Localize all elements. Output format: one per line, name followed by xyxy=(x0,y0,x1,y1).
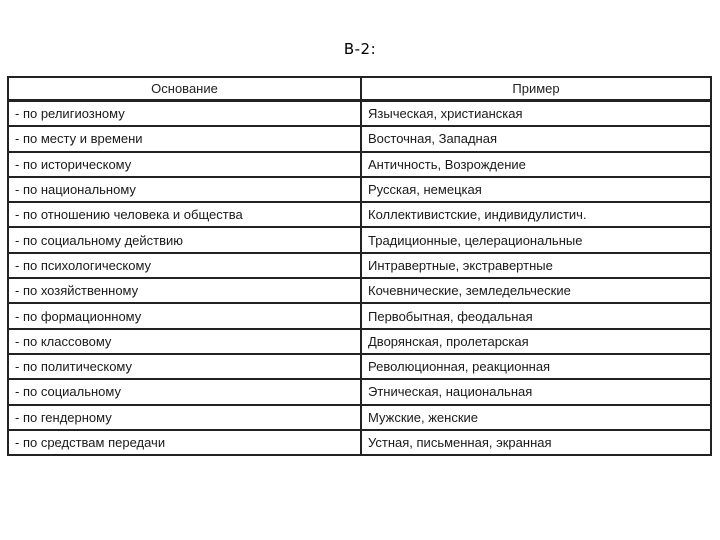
table-row xyxy=(8,202,711,227)
example-cell: Устная, письменная, экранная xyxy=(368,435,552,450)
table-row xyxy=(8,278,711,303)
basis-cell: - по политическому xyxy=(8,354,361,379)
example-cell: Языческая, христианская xyxy=(361,101,711,127)
table-row xyxy=(8,253,711,278)
table-row xyxy=(8,430,711,455)
basis-cell: - по социальному xyxy=(8,379,361,404)
example-cell: Революционная, реакционная xyxy=(361,354,711,379)
basis-cell: - по социальному действию xyxy=(8,227,361,252)
example-cell: Мужские, женские xyxy=(361,405,711,430)
basis-cell: - по религиозному xyxy=(8,101,361,127)
classification-table xyxy=(7,76,712,456)
basis-cell: - по формационному xyxy=(8,303,361,328)
example-cell: Античность, Возрождение xyxy=(361,152,711,177)
example-cell: Кочевнические, земледельческие xyxy=(361,278,711,303)
example-cell: Интравертные, экстравертные xyxy=(361,253,711,278)
table-row xyxy=(8,354,711,379)
table-row xyxy=(8,329,711,354)
basis-cell: - по историческому xyxy=(8,152,361,177)
table-row xyxy=(8,177,711,202)
basis-cell: - по отношению человека и общества xyxy=(8,202,361,227)
header-basis: Основание xyxy=(8,77,361,101)
table-row xyxy=(8,126,711,151)
table-row xyxy=(8,101,711,127)
basis-cell: - по хозяйственному xyxy=(8,278,361,303)
table-header-row xyxy=(8,77,711,101)
example-cell: Коллективистские, индивидулистич. xyxy=(361,202,711,227)
table-row xyxy=(8,227,711,252)
table-row xyxy=(8,405,711,430)
basis-cell: - по гендерному xyxy=(8,405,361,430)
basis-cell: - по классовому xyxy=(8,329,361,354)
table-row xyxy=(8,379,711,404)
example-cell: Дворянская, пролетарская xyxy=(361,329,711,354)
table-row xyxy=(8,152,711,177)
example-cell: Традиционные, целерациональные xyxy=(361,227,711,252)
basis-cell: - по психологическому xyxy=(8,253,361,278)
example-cell: Русская, немецкая xyxy=(361,177,711,202)
example-cell: Первобытная, феодальная xyxy=(361,303,711,328)
basis-cell: - по месту и времени xyxy=(8,126,361,151)
table-row xyxy=(8,303,711,328)
example-cell: Восточная, Западная xyxy=(361,126,711,151)
slide-title: В-2: xyxy=(343,40,377,58)
example-cell: Этническая, национальная xyxy=(361,379,711,404)
header-example: Пример xyxy=(361,77,711,101)
classification-table-container xyxy=(7,76,710,456)
basis-cell: - по средствам передачи xyxy=(8,430,361,455)
basis-cell: - по национальному xyxy=(8,177,361,202)
